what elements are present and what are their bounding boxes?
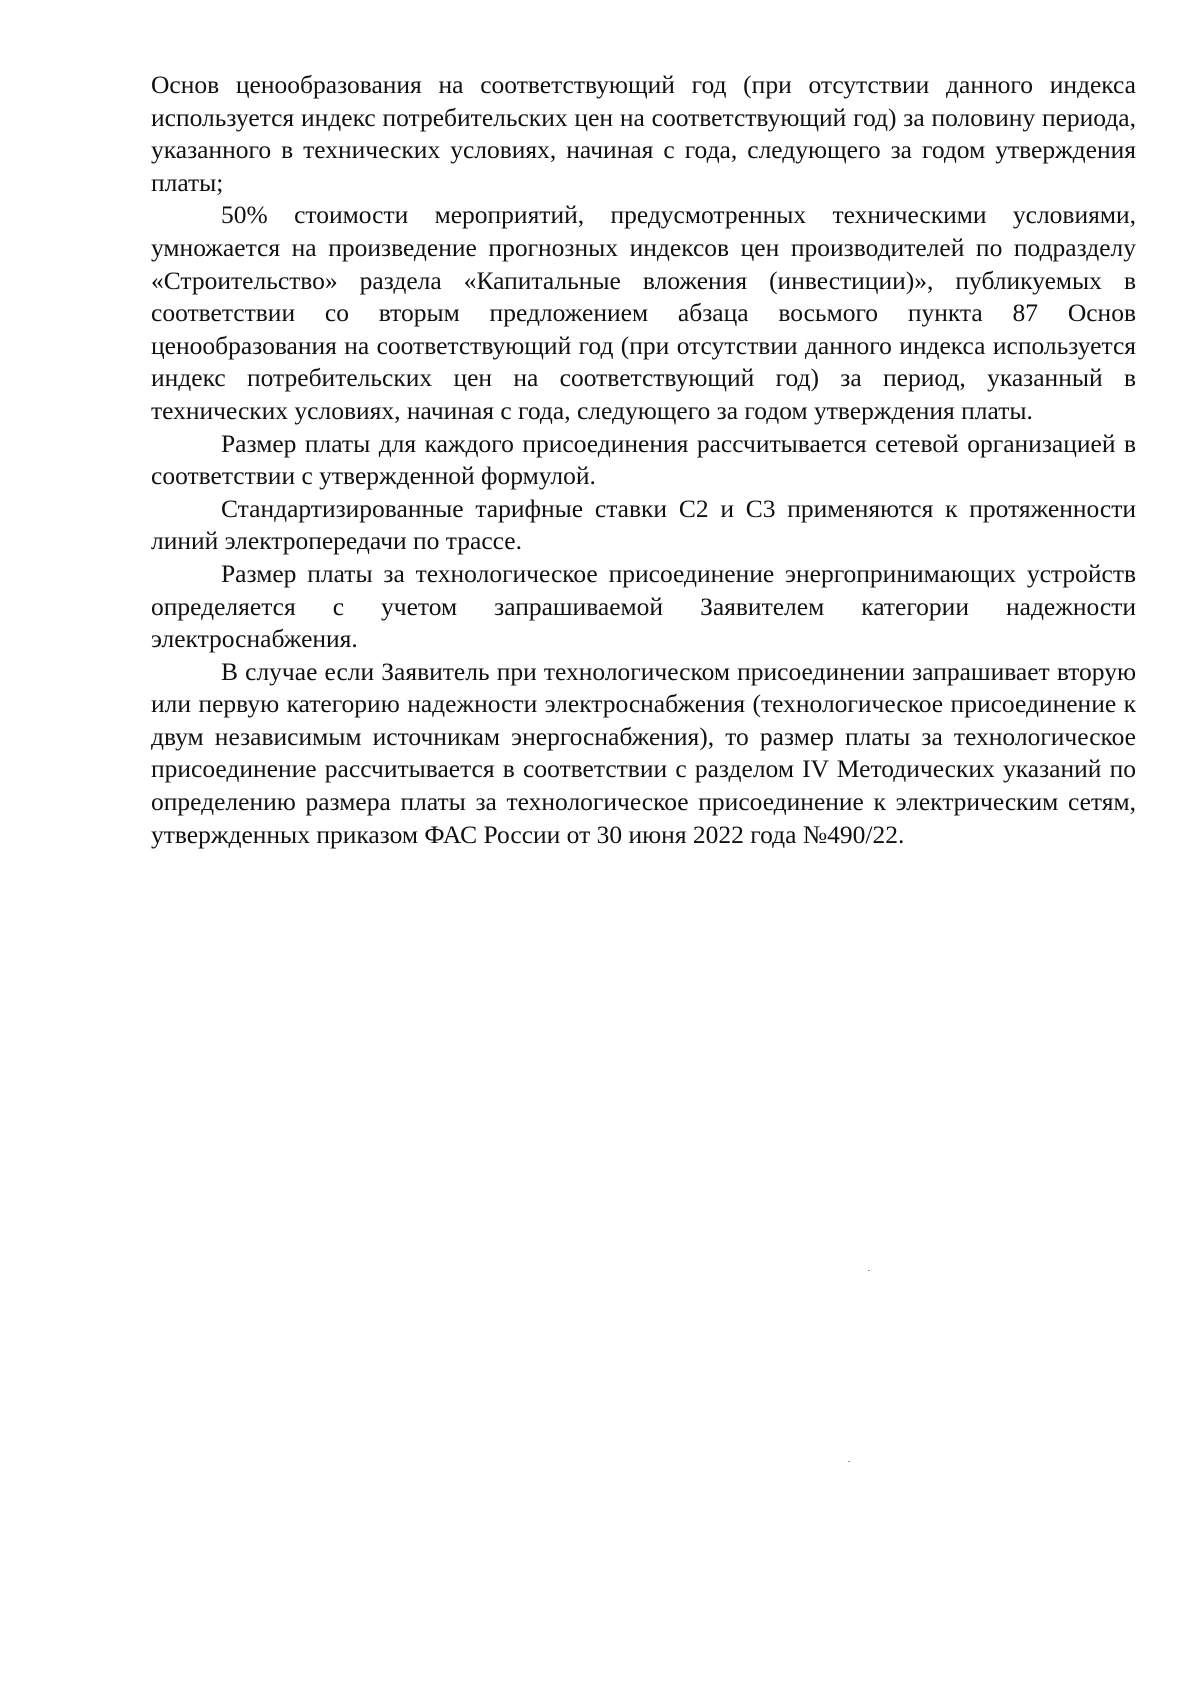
paragraph-continuation: Основ ценообразования на соответствующий год (при отсутствии данного индекса используется индекс потребительских цен на соответствующий год) за половину периода, указанного в технических условиях, начиная с года, следующего за годом утверждения платы; bbox=[151, 70, 1136, 197]
scan-speck bbox=[868, 1270, 870, 1271]
scan-speck bbox=[848, 1461, 850, 1462]
paragraph-second-category: В случае если Заявитель при технологическом присоединении запрашивает вторую или первую категорию надежности электроснабжения (технологическое присоединение к двум независимым источникам энергоснабжения), то размер платы за технологическое присоединение рассчитывается в соответствии с разделом IV Методических указаний по определению размера платы за технологическое присоединение к электрическим сетям, утвержденных приказом ФАС России от 30 июня 2022 года №490/22. bbox=[151, 656, 1136, 849]
paragraph-fee-formula: Размер платы для каждого присоединения рассчитывается сетевой организацией в соответствии с утвержденной формулой. bbox=[151, 428, 1136, 491]
paragraph-cost-indexation: 50% стоимости мероприятий, предусмотренных техническими условиями, умножается на произведение прогнозных индексов цен производителей по подразделу «Строительство» раздела «Капитальные вложения (инвестиции)», публикуемых в соответствии со вторым предложением абзаца восьмого пункта 87 Основ ценообразования на соответствующий год (при отсутствии данного индекса используется индекс потребительских цен на соответствующий год) за период, указанный в технических условиях, начиная с года, следующего за годом утверждения платы. bbox=[151, 200, 1136, 425]
document-body bbox=[151, 69, 1136, 851]
paragraph-reliability-category: Размер платы за технологическое присоединение энергопринимающих устройств определяется с учетом запрашиваемой Заявителем категории надежности электроснабжения. bbox=[151, 558, 1136, 654]
paragraph-tariff-rates: Стандартизированные тарифные ставки С2 и С3 применяются к протяженности линий электропередачи по трассе. bbox=[151, 493, 1136, 556]
